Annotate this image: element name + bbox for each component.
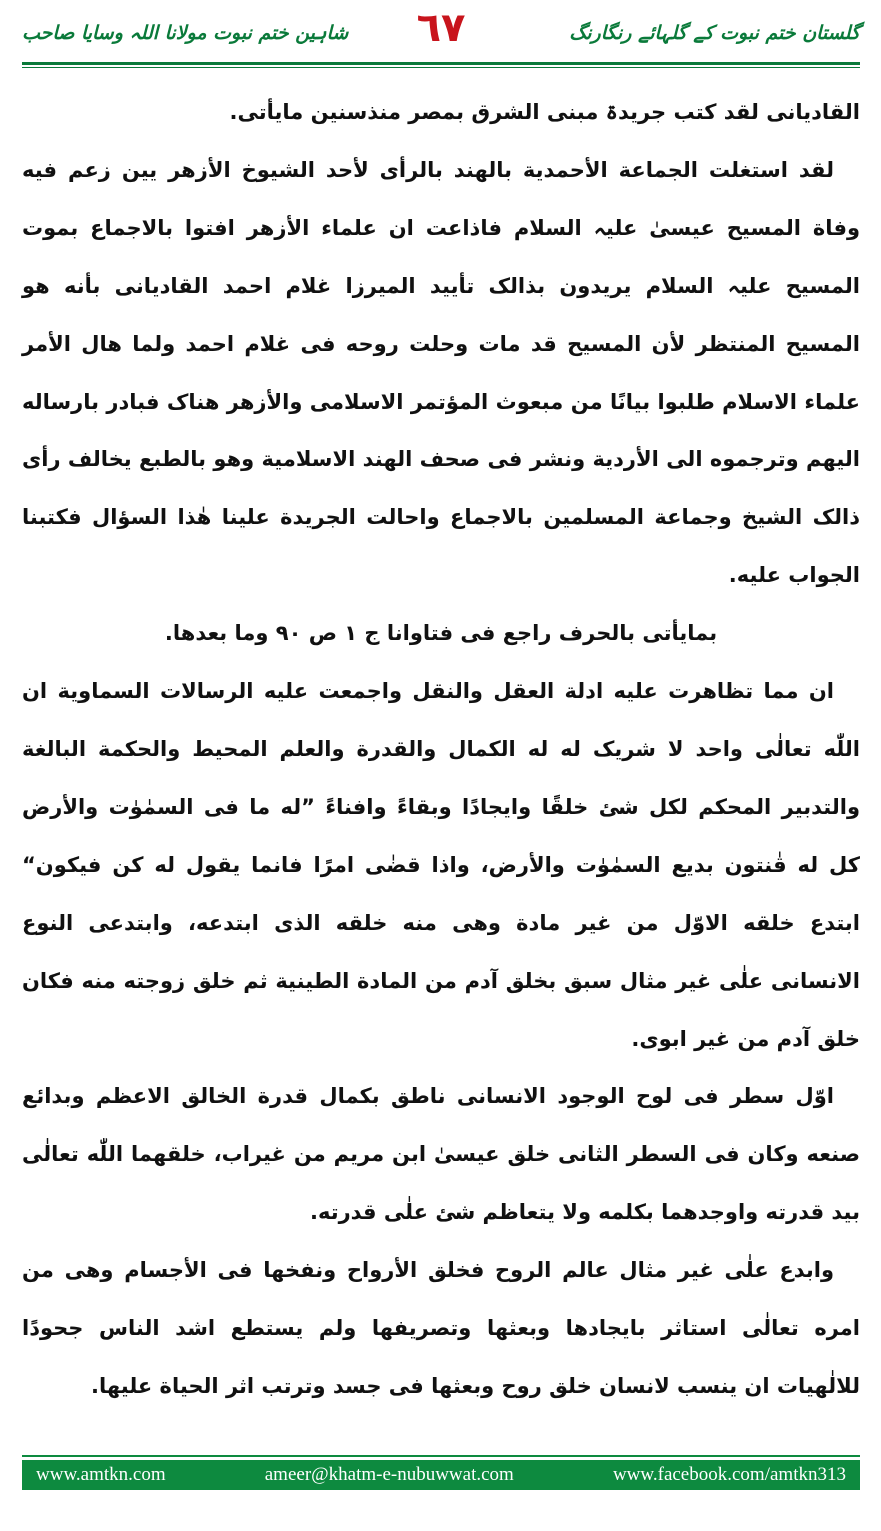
paragraph: القادیانی لقد کتب جریدۃ مبنی الشرق بمصر منذسنین مایأتی. <box>229 100 860 124</box>
page-header <box>22 5 860 70</box>
email-link[interactable]: ameer@khatm-e-nubuwwat.com <box>264 1464 514 1485</box>
facebook-link[interactable]: www.facebook.com/amtkn313 <box>612 1464 846 1485</box>
paragraph: اوّل سطر فی لوح الوجود الانسانی ناطق بكمال قدرة الخالق الاعظم وبدائع صنعه وكان فی السطر الثانی خلق عيسىٰ ابن مريم من غيراب، خلقهما اللّٰه تعالٰی بيد قدرته واوجدهما بكلمه ولا يتعاظم شئ علٰی قدرته. <box>22 1084 860 1225</box>
header-rule <box>22 62 860 68</box>
page-footer <box>22 1460 860 1490</box>
arabic-body-text <box>22 84 860 1416</box>
footer-rule <box>22 1455 860 1457</box>
book-title: گلستان ختم نبوت کے گلہائے رنگارنگ <box>569 22 860 44</box>
website-link[interactable]: www.amtkn.com <box>36 1464 166 1485</box>
paragraph: لقد استغلت الجماعة الأحمدية بالهند بالرأی لأحد الشيوخ الأزهر يين زعم فيه وفاة المسيح عيسىٰ علیہ السلام فاذاعت ان علماء الأزهر افتوا بالاجماع بموت المسيح علیہ السلام يريدون بذالک تأييد الميرزا غلام احمد القاديانی بأنه هو المسيح المنتظر لأن المسيح قد مات وحلت روحه فی غلام احمد ولما هال الأمر علماء الاسلام طلبوا بيانًا من مبعوث المؤتمر الاسلامی والأزهر هناک فبادر بارساله اليهم وترجموه الی الأردية ونشر فی صحف الهند الاسلامية وهو بالطبع يخالف رأی ذالک الشيخ وجماعة المسلمين بالاجماع واحالت الجريدة علينا هٰذا السؤال فكتبنا الجواب عليه. <box>22 157 860 588</box>
author-name: شاہین ختم نبوت مولانا اللہ وسایا صاحب <box>22 22 349 44</box>
paragraph: وابدع علٰی غير مثال عالم الروح فخلق الأرواح ونفخها فی الأجسام وهی من امره تعالٰی استاثر بايجادها وبعثها وتصريفها ولم يستطع اشد الناس جحودًا للالٰهيات ان ينسب لانسان خلق روح وبعثها فی جسد وترتب اثر الحياة عليها. <box>22 1258 860 1398</box>
paragraph: بمايأتی بالحرف راجع فی فتاوانا ج ١ ص ٩٠ وما بعدها. <box>164 621 718 646</box>
page-number: ٦٧ <box>416 5 466 51</box>
paragraph: ان مما تظاهرت عليه ادلة العقل والنقل واجمعت عليه الرسالات السماوية ان اللّٰه تعالٰی واحد لا شريک له له الكمال والقدرة والعلم المحيط والحكمة البالغة والتدبير المحكم لكل شئ خلقًا وايجادًا وبقاءً وافناءً ”له ما فی السمٰوٰت والأرض كل له قٰنتون بديع السمٰوٰت والأرض، واذا قضٰی امرًا فانما يقول له كن فيكون“ ابتدع خلقه الاوّل من غير مادة وهی منه خلقه الذی ابتدعه، وابتدعی النوع الانسانی علٰی غير مثال سبق بخلق آدم من المادة الطينية ثم خلق زوجته منه فكان خلق آدم من غير ابوی. <box>22 679 860 1051</box>
